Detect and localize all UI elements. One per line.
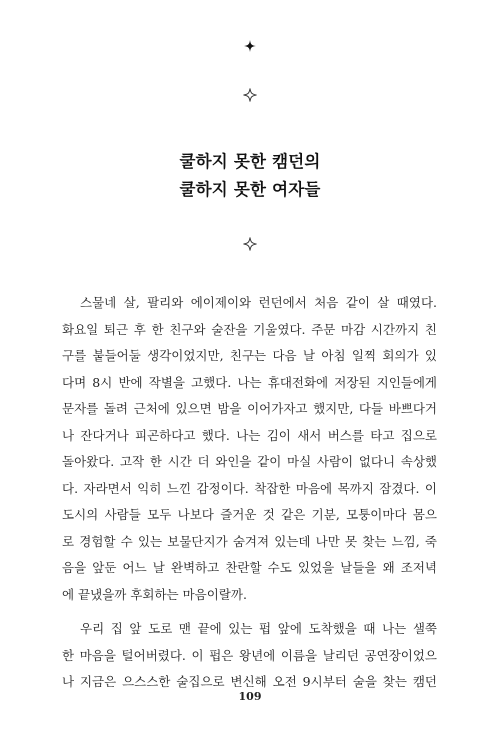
chapter-title-line: 쿨하지 못한 여자들 [179,180,321,199]
paragraph [62,616,437,696]
text-line: 스물네 살, 팔리와 에이제이와 런던에서 처음 같이 살 때였다. [80,295,437,310]
text-line: 돌아왔다. 고작 한 시간 더 와인을 같이 마실 사람이 없다니 속상했 [62,454,437,469]
text-line: 한 마음을 털어버렸다. 이 펍은 왕년에 이름을 날리던 공연장이었으 [62,647,437,663]
text-line: 나 잔다거나 피곤하다고 했다. 나는 김이 새서 버스를 타고 집으로 [62,427,437,443]
filled-four-point-star-icon [0,40,500,52]
text-line: 다며 8시 반에 작별을 고했다. 나는 휴대전화에 저장된 지인들에게 [62,374,437,390]
page-number: 109 [238,690,262,703]
text-line: 로 경험할 수 있는 보물단지가 숨겨져 있는데 나만 못 찾는 느낌, 죽 [62,533,437,549]
text-line: 구를 붙들어둘 생각이었지만, 친구는 다음 날 아침 일찍 회의가 있 [62,348,437,363]
text-line: 도시의 사람들 모두 나보다 즐거운 것 같은 기분, 모퉁이마다 몸으 [62,507,437,522]
text-line: 나 지금은 으스스한 술집으로 변신해 오전 9시부터 술을 찾는 캠던 [62,674,437,689]
text-line: 에 끝냈을까 후회하는 마음이랄까. [62,586,247,602]
outline-four-point-star-icon [0,88,500,102]
text-line: 우리 집 앞 도로 맨 끝에 있는 펍 앞에 도착했을 때 나는 샐쭉 [80,621,437,636]
chapter-title [0,148,500,204]
paragraph-gap [62,608,437,616]
chapter-title-line: 쿨하지 못한 캠던의 [179,152,321,171]
text-line: 문자를 돌려 근처에 있으면 밤을 이어가자고 했지만, 다들 바쁘다거 [62,401,437,416]
text-line: 화요일 퇴근 후 한 친구와 술잔을 기울였다. 주문 마감 시간까지 친 [62,321,437,337]
body-text [62,290,437,696]
outline-four-point-star-icon [0,237,500,251]
text-line: 다. 자라면서 익히 느낀 감정이다. 착잡한 마음에 목까지 잠겼다. 이 [62,480,437,496]
paragraph [62,290,437,608]
text-line: 음을 앞둔 어느 날 완벽하고 찬란할 수도 있었을 날들을 왜 조저녁 [62,560,437,575]
